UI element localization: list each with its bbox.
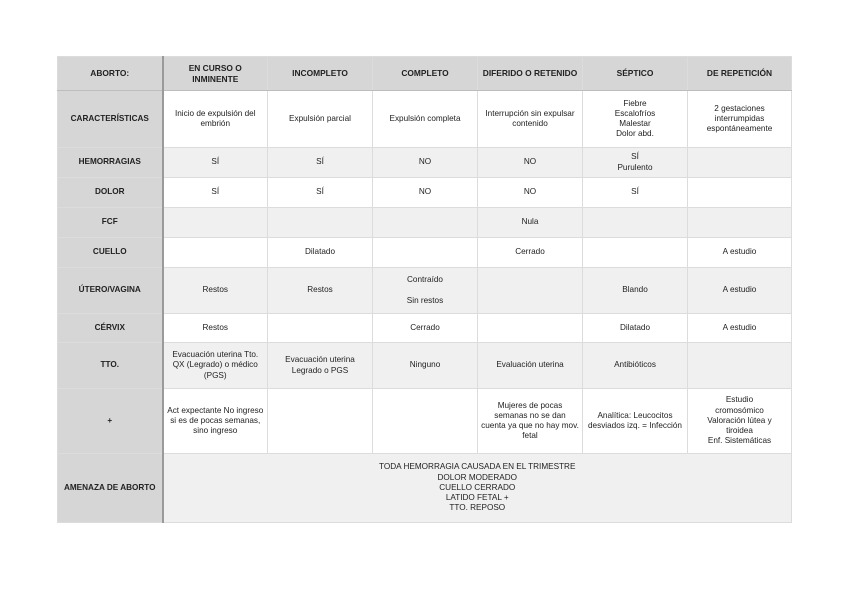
row-plus: [58, 389, 792, 454]
cell-tto-completo: Ninguno: [373, 343, 478, 389]
cell-caracteristicas-diferido: Interrupción sin expulsar contenido: [478, 91, 583, 148]
row-label-cuello: CUELLO: [58, 238, 163, 268]
cell-cervix-diferido: [478, 314, 583, 343]
cell-plus-diferido: Mujeres de pocas semanas no se dan cuenta ya que no hay mov. fetal: [478, 389, 583, 454]
cell-caracteristicas-en-curso: Inicio de expulsión del embrión: [163, 91, 268, 148]
cell-plus-septico: Analítica: Leucocitos desviados izq. = Infección: [583, 389, 688, 454]
amenaza-line-tto: TTO. REPOSO: [449, 503, 506, 513]
repeticion-tiroidea: tiroidea: [726, 426, 753, 436]
cell-caracteristicas-septico: [583, 91, 688, 148]
header-row: [58, 57, 792, 91]
cell-utero-diferido: [478, 268, 583, 314]
cell-fcf-completo: [373, 208, 478, 238]
row-label-cervix: CÉRVIX: [58, 314, 163, 343]
repeticion-valoracion: Valoración lútea y: [707, 415, 772, 425]
cell-cervix-completo: Cerrado: [373, 314, 478, 343]
cell-hemorragias-en-curso: SÍ: [163, 148, 268, 178]
cell-plus-completo: [373, 389, 478, 454]
septico-sign-dolor: Dolor abd.: [616, 129, 654, 139]
cell-tto-diferido: Evaluación uterina: [478, 343, 583, 389]
cell-dolor-diferido: NO: [478, 178, 583, 208]
cell-caracteristicas-completo: Expulsión completa: [373, 91, 478, 148]
header-aborto: ABORTO:: [58, 57, 163, 91]
cell-cuello-diferido: Cerrado: [478, 238, 583, 268]
cell-plus-en-curso: Act expectante No ingreso si es de pocas semanas, sino ingreso: [163, 389, 268, 454]
cell-cervix-incompleto: [268, 314, 373, 343]
row-label-plus: +: [58, 389, 163, 454]
cell-utero-completo: [373, 268, 478, 314]
header-septico: SÉPTICO: [583, 57, 688, 91]
septico-sign-escalofrios: Escalofríos: [614, 108, 656, 118]
cell-cuello-repeticion: A estudio: [688, 238, 792, 268]
cell-cuello-incompleto: Dilatado: [268, 238, 373, 268]
cell-amenaza-summary: [163, 454, 792, 523]
header-repeticion: DE REPETICIÓN: [688, 57, 792, 91]
cell-plus-incompleto: [268, 389, 373, 454]
row-label-amenaza: AMENAZA DE ABORTO: [58, 454, 163, 523]
abortion-classification-table: [57, 56, 791, 523]
cell-tto-septico: Antibióticos: [583, 343, 688, 389]
cell-fcf-repeticion: [688, 208, 792, 238]
row-fcf: [58, 208, 792, 238]
cell-dolor-incompleto: SÍ: [268, 178, 373, 208]
cell-fcf-en-curso: [163, 208, 268, 238]
cell-fcf-incompleto: [268, 208, 373, 238]
cell-fcf-septico: [583, 208, 688, 238]
row-hemorragias: [58, 148, 792, 178]
row-label-dolor: DOLOR: [58, 178, 163, 208]
cell-cervix-septico: Dilatado: [583, 314, 688, 343]
amenaza-line-hemorragia: TODA HEMORRAGIA CAUSADA EN EL TRIMESTRE: [379, 462, 576, 472]
row-utero-vagina: [58, 268, 792, 314]
cell-cervix-repeticion: A estudio: [688, 314, 792, 343]
cell-utero-septico: Blando: [583, 268, 688, 314]
cell-dolor-repeticion: [688, 178, 792, 208]
cell-cuello-septico: [583, 238, 688, 268]
row-label-utero-vagina: ÚTERO/VAGINA: [58, 268, 163, 314]
amenaza-line-latido: LATIDO FETAL +: [445, 493, 509, 503]
cell-utero-incompleto: Restos: [268, 268, 373, 314]
row-cuello: [58, 238, 792, 268]
utero-completo-sin-restos: Sin restos: [406, 296, 444, 305]
row-label-tto: TTO.: [58, 343, 163, 389]
row-amenaza: [58, 454, 792, 523]
row-label-caracteristicas: CARACTERÍSTICAS: [58, 91, 163, 148]
cell-cuello-completo: [373, 238, 478, 268]
row-caracteristicas: [58, 91, 792, 148]
row-dolor: [58, 178, 792, 208]
header-en-curso: EN CURSO O INMINENTE: [163, 57, 268, 91]
repeticion-enf-sistematicas: Enf. Sistemáticas: [707, 436, 772, 446]
cell-hemorragias-completo: NO: [373, 148, 478, 178]
cell-utero-repeticion: A estudio: [688, 268, 792, 314]
header-completo: COMPLETO: [373, 57, 478, 91]
cell-hemorragias-repeticion: [688, 148, 792, 178]
cell-caracteristicas-repeticion: 2 gestaciones interrumpidas espontáneamente: [688, 91, 792, 148]
cell-dolor-septico: SÍ: [583, 178, 688, 208]
header-diferido: DIFERIDO O RETENIDO: [478, 57, 583, 91]
repeticion-estudio: Estudio: [725, 395, 754, 405]
row-label-hemorragias: HEMORRAGIAS: [58, 148, 163, 178]
header-incompleto: INCOMPLETO: [268, 57, 373, 91]
septico-sign-fiebre: Fiebre: [623, 98, 647, 108]
row-label-fcf: FCF: [58, 208, 163, 238]
hemorragia-septico-purulento: Purulento: [617, 162, 653, 172]
cell-tto-incompleto: Evacuación uterina Legrado o PGS: [268, 343, 373, 389]
septico-sign-malestar: Malestar: [619, 119, 651, 128]
repeticion-cromosomico: cromosómico: [715, 405, 764, 415]
cell-dolor-en-curso: SÍ: [163, 178, 268, 208]
cell-utero-en-curso: Restos: [163, 268, 268, 314]
cell-tto-repeticion: [688, 343, 792, 389]
cell-hemorragias-septico: [583, 148, 688, 178]
utero-completo-contraido: Contraído: [407, 274, 443, 284]
cell-cuello-en-curso: [163, 238, 268, 268]
amenaza-line-cuello: CUELLO CERRADO: [439, 482, 516, 492]
hemorragia-septico-si: SÍ: [631, 152, 639, 162]
row-tto: [58, 343, 792, 389]
cell-tto-en-curso: Evacuación uterina Tto. QX (Legrado) o médico (PGS): [163, 343, 268, 389]
cell-cervix-en-curso: Restos: [163, 314, 268, 343]
row-cervix: [58, 314, 792, 343]
cell-hemorragias-incompleto: SÍ: [268, 148, 373, 178]
cell-fcf-diferido: Nula: [478, 208, 583, 238]
cell-plus-repeticion: [688, 389, 792, 454]
cell-dolor-completo: NO: [373, 178, 478, 208]
cell-caracteristicas-incompleto: Expulsión parcial: [268, 91, 373, 148]
amenaza-line-dolor: DOLOR MODERADO: [437, 472, 518, 482]
cell-hemorragias-diferido: NO: [478, 148, 583, 178]
